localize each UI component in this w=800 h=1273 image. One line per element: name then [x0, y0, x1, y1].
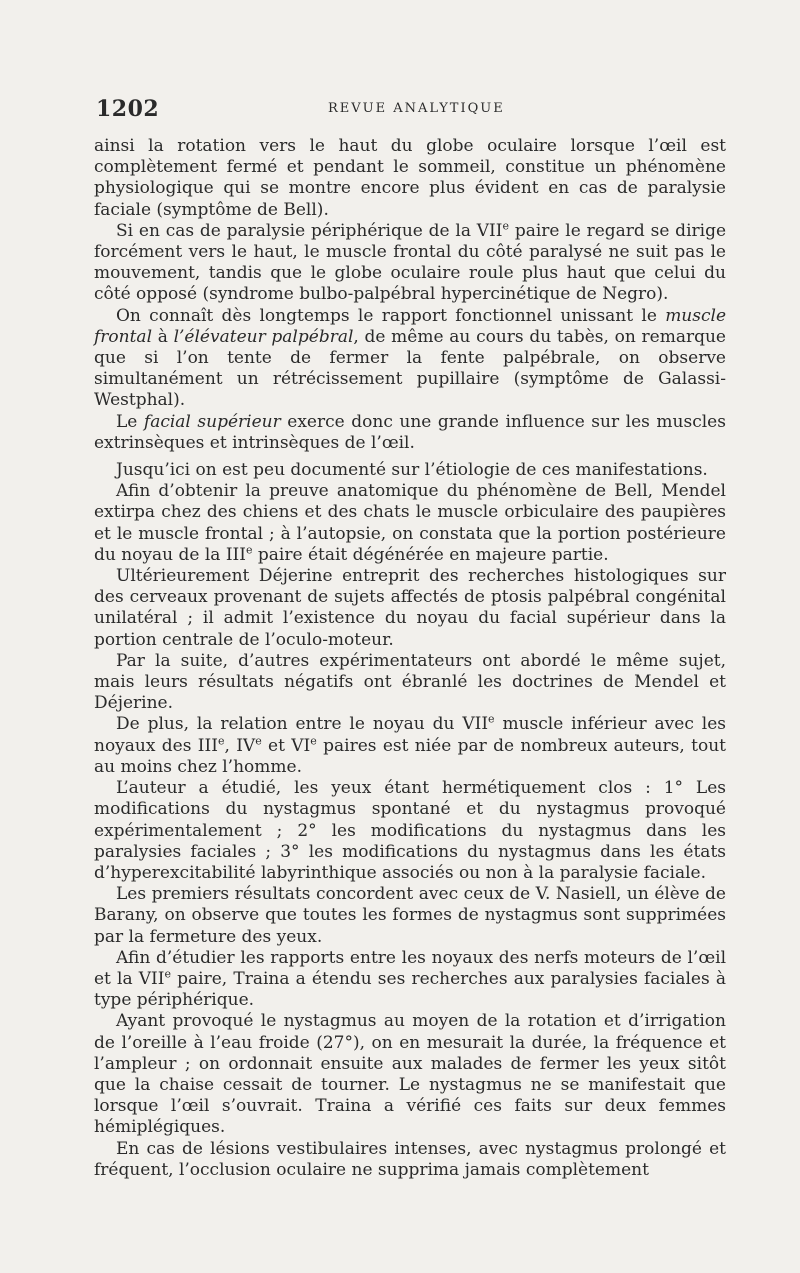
- paragraph: En cas de lésions vestibulaires intenses, avec nystagmus prolongé et fréquent, l’occlusion oculaire ne supprima jamais complètement: [94, 1138, 726, 1180]
- paragraph: ainsi la rotation vers le haut du globe oculaire lorsque l’œil est complètement fermé et pendant le sommeil, constitue un phénomène physiologique qui se montre encore plus évident en cas de paralysie faciale (symptôme de Bell).: [94, 136, 726, 220]
- paragraph: Afin d’obtenir la preuve anatomique du phénomène de Bell, Mendel extirpa chez des chiens et des chats le muscle orbiculaire des paupières et le muscle frontal ; à l’autopsie, on constata que la portion postérieure du noyau de la IIIe paire était dégénérée en majeure partie.: [94, 481, 726, 565]
- paragraph: Afin d’étudier les rapports entre les noyaux des nerfs moteurs de l’œil et la VIIe paire, Traina a étendu ses recherches aux paralysies faciales à type périphérique.: [94, 947, 726, 1011]
- paragraph: Le facial supérieur exerce donc une grande influence sur les muscles extrinsèques et intrinsèques de l’œil.: [94, 411, 726, 453]
- paragraph: De plus, la relation entre le noyau du VIIe muscle inférieur avec les noyaux des IIIe, IVe et VIe paires est niée par de nombreux auteurs, tout au moins chez l’homme.: [94, 712, 726, 777]
- paragraph: On connaît dès longtemps le rapport fonctionnel unissant le muscle frontal à l’élévateur palpébral, de même au cours du tabès, on remarque que si l’on tente de fermer la fente palpébrale, on observe simultanément un rétrécissement pupillaire (symptôme de Galassi-Westphal).: [94, 305, 726, 411]
- paragraph: Jusqu’ici on est peu documenté sur l’étiologie de ces manifestations.: [116, 460, 708, 481]
- page-number: 1202: [96, 96, 160, 122]
- paragraph: L’auteur a étudié, les yeux étant hermétiquement clos : 1° Les modifications du nystagmus spontané et du nystagmus provoqué expérimentalement ; 2° les modifications du nystagmus dans les paralysies faciales ; 3° les modifications du nystagmus dans les états d’hyperexcitabilité labyrinthique associés ou non à la paralysie faciale.: [94, 778, 726, 883]
- article-body: [94, 136, 726, 1181]
- running-title: REVUE ANALYTIQUE: [328, 101, 505, 116]
- paragraph: Les premiers résultats concordent avec ceux de V. Nasiell, un élève de Barany, on observe que toutes les formes de nystagmus sont supprimées par la fermeture des yeux.: [94, 884, 726, 947]
- paragraph: Si en cas de paralysie périphérique de la VIIe paire le regard se dirige forcément vers le haut, le muscle frontal du côté paralysé ne suit pas le mouvement, tandis que le globe oculaire roule plus haut que celui du côté opposé (syndrome bulbo-palpébral hypercinétique de Negro).: [94, 219, 727, 305]
- paragraph: Ayant provoqué le nystagmus au moyen de la rotation et d’irrigation de l’oreille à l’eau froide (27°), on en mesurait la durée, la fréquence et l’ampleur ; on ordonnait ensuite aux malades de fermer les yeux sitôt que la chaise cessait de tourner. Le nystagmus ne se manifestait que lorsque l’œil s’ouvrait. Traina a vérifié ces faits sur deux femmes hémiplégiques.: [94, 1011, 726, 1138]
- page-header: [96, 96, 736, 126]
- paragraph: Par la suite, d’autres expérimentateurs ont abordé le même sujet, mais leurs résultats négatifs ont ébranlé les doctrines de Mendel et Déjerine.: [94, 650, 726, 714]
- paragraph: Ultérieurement Déjerine entreprit des recherches histologiques sur des cerveaux provenant de sujets affectés de ptosis palpébral congénital unilatéral ; il admit l’existence du noyau du facial supérieur dans la portion centrale de l’oculo-moteur.: [94, 566, 726, 650]
